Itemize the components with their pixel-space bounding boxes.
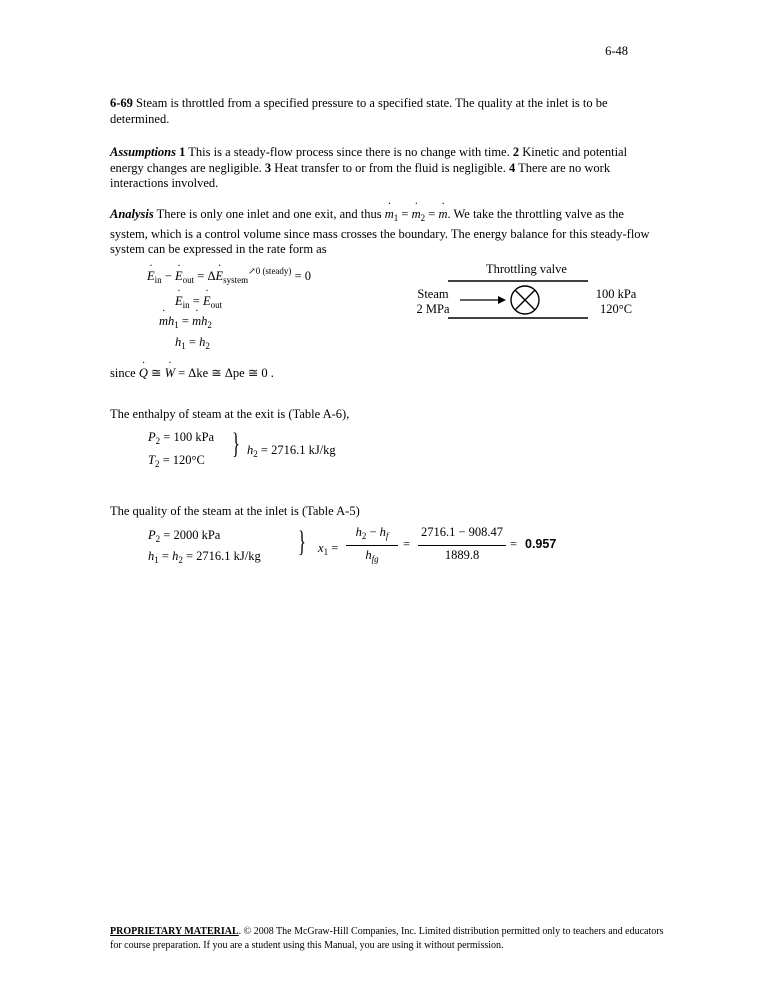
assumption-number-3: 3 <box>264 160 272 175</box>
analysis-heading: Analysis <box>110 207 154 221</box>
quality-numeric-bar <box>418 545 506 546</box>
assumption-number-2: 2 <box>512 145 520 159</box>
inlet-pressure-value: 2000 kPa <box>173 528 221 542</box>
assumption-text-1: This is a steady-flow process since there is no change with time. <box>185 145 513 159</box>
exit-temperature: $T_2 = 120^\circ C$ <box>148 453 205 469</box>
since-line: since ˙ Q ≅ ˙ W = Δke ≅ Δpe ≅ 0 . <box>110 365 274 381</box>
inlet-pressure-label: 2 MPa <box>416 302 450 316</box>
quality-fraction-numerator: $h_2 - h_f$ <box>355 525 389 541</box>
inlet-pressure: $P_2 = 2000$ kPa <box>148 528 221 544</box>
quality-equals-2: = <box>510 537 518 551</box>
assumption-text-2: Kinetic and potential energy changes are negligible. <box>110 145 628 175</box>
energy-balance-line-1: ˙ $E_{in}$ − ˙ $E_{out}$ = Δ˙ $E_{system}^{↗0 (steady)} = 0$ <box>147 266 311 285</box>
exit-pressure: $P_2 = 100$ kPa <box>148 430 215 446</box>
assumptions-heading: Assumptions <box>110 145 177 159</box>
throttling-valve-diagram <box>448 278 588 322</box>
inlet-enthalpy-value: 2716.1 kJ/kg <box>196 549 261 563</box>
energy-balance-zero: 0 <box>304 269 311 283</box>
analysis-text-2: . We take the throttling valve as the system, which is a control volume since mass crosses the boundary. The energy balance for this steady-flow system can be expressed in the rate form as <box>110 207 650 256</box>
quality-symbol: $x_1$ = <box>318 541 339 557</box>
energy-balance-line-2: ˙ $E_{in}$ = ˙ $E_{out}$ <box>175 294 222 310</box>
exit-enthalpy-value: 2716.1 kJ/kg <box>271 443 336 457</box>
assumption-number-1: 1 <box>179 145 186 159</box>
quality-result: 0.957 <box>525 537 557 551</box>
exit-temperature-value: 120°C <box>172 453 205 467</box>
assumptions-paragraph <box>110 145 658 192</box>
inlet-state-intro: The quality of the steam at the inlet is (Table A-5) <box>110 504 360 518</box>
mass-flow-equation: ˙ $m_1$ = ˙ $m_2$ = ˙ m <box>385 207 448 221</box>
outlet-temperature-label: 120°C <box>599 302 633 316</box>
quality-numeric-denominator: 1889.8 <box>444 548 480 562</box>
exit-pressure-value: 100 kPa <box>173 430 215 444</box>
quality-numeric-numerator: 2716.1 − 908.47 <box>420 525 504 539</box>
inlet-state-brace: } <box>298 525 306 558</box>
footer-text: . © 2008 The McGraw-Hill Companies, Inc. Limited distribution permitted only to teachers and educators for course preparation. If you are a student using this Manual, you are using it without permission. <box>110 926 664 951</box>
footer-label: PROPRIETARY MATERIAL <box>110 926 239 937</box>
inlet-enthalpy: $h_1 = h_2 = 2716.1$ kJ/kg <box>148 549 261 565</box>
exit-state-intro: The enthalpy of steam at the exit is (Table A-6), <box>110 407 350 421</box>
quality-fraction-bar <box>346 545 398 546</box>
assumption-number-4: 4 <box>508 160 516 175</box>
flow-arrow-head <box>498 296 506 304</box>
quality-equals-1: = <box>403 537 411 551</box>
problem-number: 6-69 <box>110 96 133 110</box>
assumption-text-3: Heat transfer to or from the fluid is negligible. <box>271 160 509 175</box>
diagram-outlet-label <box>586 287 646 317</box>
energy-balance-line-3: ˙ $mh_1$ = ˙ $mh_2$ <box>159 314 212 330</box>
analysis-paragraph <box>110 207 658 258</box>
exit-state-brace: } <box>232 427 240 460</box>
quality-fraction-denominator: $h_{fg}$ <box>365 548 379 564</box>
since-label: since <box>110 366 136 380</box>
page-number: 6-48 <box>605 44 628 58</box>
exit-enthalpy: $h_2 = 2716.1$ kJ/kg <box>247 443 336 459</box>
steady-zero-label: 0 (steady) <box>255 266 292 276</box>
problem-statement <box>110 96 658 127</box>
outlet-pressure-label: 100 kPa <box>595 287 637 301</box>
analysis-text-1: There is only one inlet and one exit, and thus <box>153 207 385 221</box>
diagram-title: Throttling valve <box>486 262 567 276</box>
assumption-text-4: There are no work interactions involved. <box>110 160 611 190</box>
inlet-fluid-label: Steam <box>417 287 449 301</box>
footer-copyright <box>110 925 670 953</box>
energy-balance-line-4: $h_1 = h_2$ <box>175 335 210 351</box>
problem-text: Steam is throttled from a specified pressure to a specified state. The quality at the inlet is to be determined. <box>110 96 608 126</box>
